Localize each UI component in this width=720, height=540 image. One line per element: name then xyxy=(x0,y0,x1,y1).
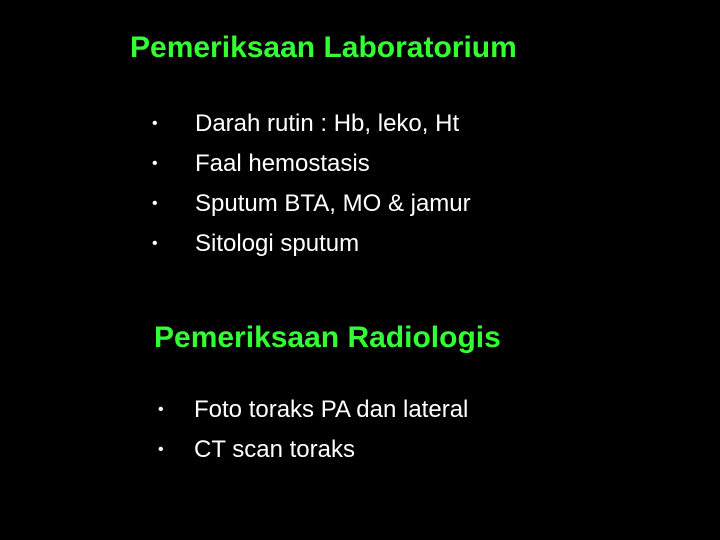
bullet-icon: • xyxy=(152,115,158,132)
bullet-icon: • xyxy=(158,441,164,458)
list-item-text: Faal hemostasis xyxy=(195,150,370,177)
list-item-text: Darah rutin : Hb, leko, Ht xyxy=(195,110,460,137)
section-title-radiologis: Pemeriksaan Radiologis xyxy=(154,321,501,354)
bullet-icon: • xyxy=(152,235,158,252)
bullet-icon: • xyxy=(152,195,158,212)
bullet-icon: • xyxy=(152,155,158,172)
bullet-icon: • xyxy=(158,401,164,418)
list-item-text: Sitologi sputum xyxy=(195,230,360,257)
list-item-text: Sputum BTA, MO & jamur xyxy=(195,190,471,217)
list-item-text: Foto toraks PA dan lateral xyxy=(194,396,469,423)
list-item-text: CT scan toraks xyxy=(194,436,355,463)
section-title-laboratorium: Pemeriksaan Laboratorium xyxy=(130,31,517,64)
